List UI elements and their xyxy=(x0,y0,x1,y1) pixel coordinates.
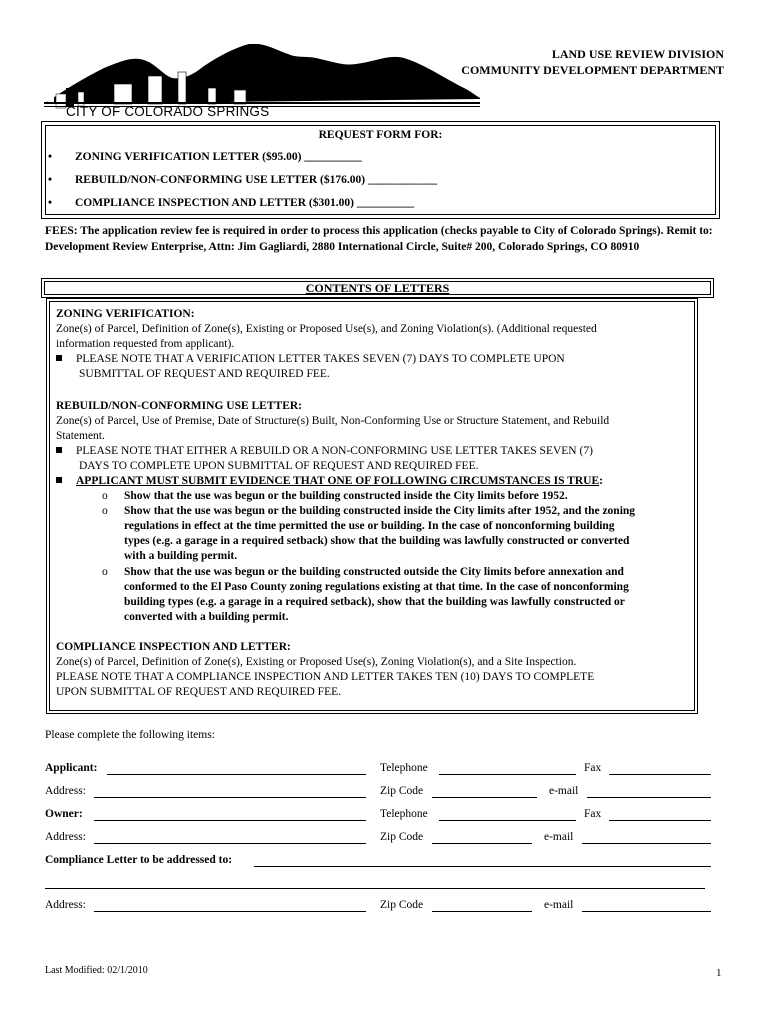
contents-title: CONTENTS OF LETTERS xyxy=(305,281,450,295)
circle-bullet-icon: o xyxy=(102,505,108,517)
addressee-zip-field[interactable] xyxy=(432,901,532,912)
owner-email-label: e-mail xyxy=(544,831,574,843)
addressee-address-label: Address: xyxy=(45,899,86,911)
request-form-title: REQUEST FORM FOR: xyxy=(318,129,443,141)
applicant-zip-label: Zip Code xyxy=(380,785,424,797)
owner-telephone-label: Telephone xyxy=(380,808,428,820)
compliance-addressee-label: Compliance Letter to be addressed to: xyxy=(45,854,233,866)
zoning-line2: information requested from applicant). xyxy=(56,338,235,350)
owner-zip-label: Zip Code xyxy=(380,831,424,843)
department-header xyxy=(461,46,724,78)
evidence-colon: : xyxy=(599,475,603,487)
compliance-line2: PLEASE NOTE THAT A COMPLIANCE INSPECTION AND LETTER TAKES TEN (10) DAYS TO COMPLETE xyxy=(56,671,595,683)
square-bullet-icon xyxy=(56,447,62,453)
compliance-addressee-field[interactable] xyxy=(254,856,711,867)
rebuild-note xyxy=(56,444,593,459)
rebuild-line1: Zone(s) of Parcel, Use of Premise, Date of Structure(s) Built, Non-Conforming Use or Structure Statement, and Rebuild xyxy=(56,415,610,427)
compliance-addressee-field-line2[interactable] xyxy=(45,878,705,889)
request-item-label: COMPLIANCE INSPECTION AND LETTER ($301.00) __________ xyxy=(75,197,415,209)
addressee-address-field[interactable] xyxy=(94,901,366,912)
applicant-email-field[interactable] xyxy=(587,787,711,798)
compliance-line1: Zone(s) of Parcel, Definition of Zone(s), Existing or Proposed Use(s), Zoning Violation(s), and a Site Inspection. xyxy=(56,656,577,668)
addressee-email-field[interactable] xyxy=(582,901,711,912)
applicant-address-field[interactable] xyxy=(94,787,366,798)
circumstance-2-line1: Show that the use was begun or the building constructed inside the City limits after 1952, and the zoning xyxy=(124,505,636,517)
owner-field[interactable] xyxy=(94,810,366,821)
page-number: 1 xyxy=(716,967,722,979)
zoning-note xyxy=(56,352,565,367)
request-item-compliance[interactable]: • COMPLIANCE INSPECTION AND LETTER ($301.00) __________ xyxy=(48,197,415,209)
zoning-note-line1: PLEASE NOTE THAT A VERIFICATION LETTER TAKES SEVEN (7) DAYS TO COMPLETE UPON xyxy=(76,353,565,365)
applicant-address-label: Address: xyxy=(45,785,86,797)
circle-bullet-icon: o xyxy=(102,566,108,578)
owner-address-label: Address: xyxy=(45,831,86,843)
owner-fax-label: Fax xyxy=(584,808,602,820)
department-name: COMMUNITY DEVELOPMENT DEPARTMENT xyxy=(461,63,724,77)
division-name: LAND USE REVIEW DIVISION xyxy=(551,47,724,61)
compliance-heading: COMPLIANCE INSPECTION AND LETTER: xyxy=(56,641,291,653)
request-item-zoning[interactable]: • ZONING VERIFICATION LETTER ($95.00) __________ xyxy=(48,151,362,163)
square-bullet-icon xyxy=(56,477,62,483)
rebuild-note-line2: DAYS TO COMPLETE UPON SUBMITTAL OF REQUEST AND REQUIRED FEE. xyxy=(79,460,479,472)
applicant-field[interactable] xyxy=(107,764,366,775)
circumstance-2-line4: with a building permit. xyxy=(124,550,238,562)
applicant-telephone-label: Telephone xyxy=(380,762,428,774)
form-intro: Please complete the following items: xyxy=(45,729,215,741)
request-form-box xyxy=(41,121,720,219)
applicant-telephone-field[interactable] xyxy=(439,764,576,775)
rebuild-line2: Statement. xyxy=(56,430,105,442)
addressee-zip-label: Zip Code xyxy=(380,899,424,911)
applicant-fax-field[interactable] xyxy=(609,764,711,775)
square-bullet-icon xyxy=(56,355,62,361)
circumstance-3-line1: Show that the use was begun or the building constructed outside the City limits before annexation and xyxy=(124,566,624,578)
contents-heading-box xyxy=(41,278,714,298)
applicant-zip-field[interactable] xyxy=(432,787,537,798)
request-item-label: ZONING VERIFICATION LETTER ($95.00) __________ xyxy=(75,151,362,163)
addressee-email-label: e-mail xyxy=(544,899,574,911)
zoning-heading: ZONING VERIFICATION: xyxy=(56,308,195,320)
request-item-label: REBUILD/NON-CONFORMING USE LETTER ($176.00) ____________ xyxy=(75,174,437,186)
evidence-text: APPLICANT MUST SUBMIT EVIDENCE THAT ONE OF FOLLOWING CIRCUMSTANCES IS TRUE xyxy=(76,475,600,487)
owner-fax-field[interactable] xyxy=(609,810,711,821)
owner-zip-field[interactable] xyxy=(432,833,532,844)
circumstance-3-line3: building types (e.g. a garage in a required setback), show that the building was lawfully constructed or xyxy=(124,596,625,608)
owner-address-field[interactable] xyxy=(94,833,366,844)
circumstance-2-line2: regulations in effect at the time permitted the use or building. In the case of nonconforming building xyxy=(124,520,615,532)
circumstance-3-line2: conformed to the El Paso County zoning regulations existing at that time. In the case of nonconforming xyxy=(124,581,629,593)
evidence-requirement xyxy=(56,474,603,489)
circumstance-1-line1: Show that the use was begun or the building constructed inside the City limits before 1952. xyxy=(124,490,568,502)
applicant-label: Applicant: xyxy=(45,762,98,774)
fees-paragraph: FEES: The application review fee is required in order to process this application (checks payable to City of Colorado Springs). Remit to: Development Review Enterprise, Attn: Jim Gagliardi, 2880 International Circle, Suite# 200, Colorado Springs, CO 80910 xyxy=(45,225,713,253)
zoning-line1: Zone(s) of Parcel, Definition of Zone(s), Existing or Proposed Use(s), and Zoning Violation(s). (Additional requested xyxy=(56,323,597,335)
applicant-email-label: e-mail xyxy=(549,785,579,797)
request-item-rebuild[interactable]: • REBUILD/NON-CONFORMING USE LETTER ($176.00) ____________ xyxy=(48,174,437,186)
city-logo-text: CITY OF COLORADO SPRINGS xyxy=(66,104,270,119)
circle-bullet-icon: o xyxy=(102,490,108,502)
compliance-line3: UPON SUBMITTAL OF REQUEST AND REQUIRED FEE. xyxy=(56,686,341,698)
owner-label: Owner: xyxy=(45,808,83,820)
rebuild-note-line1: PLEASE NOTE THAT EITHER A REBUILD OR A NON-CONFORMING USE LETTER TAKES SEVEN (7) xyxy=(76,445,593,457)
circumstance-3-line4: converted with a building permit. xyxy=(124,611,289,623)
applicant-fax-label: Fax xyxy=(584,762,602,774)
last-modified: Last Modified: 02/1/2010 xyxy=(45,965,148,976)
rebuild-heading: REBUILD/NON-CONFORMING USE LETTER: xyxy=(56,400,302,412)
zoning-note-line2: SUBMITTAL OF REQUEST AND REQUIRED FEE. xyxy=(79,368,330,380)
circumstance-2-line3: types (e.g. a garage in a required setback) show that the building was lawfully constructed or converted xyxy=(124,535,630,547)
owner-email-field[interactable] xyxy=(582,833,711,844)
owner-telephone-field[interactable] xyxy=(439,810,576,821)
